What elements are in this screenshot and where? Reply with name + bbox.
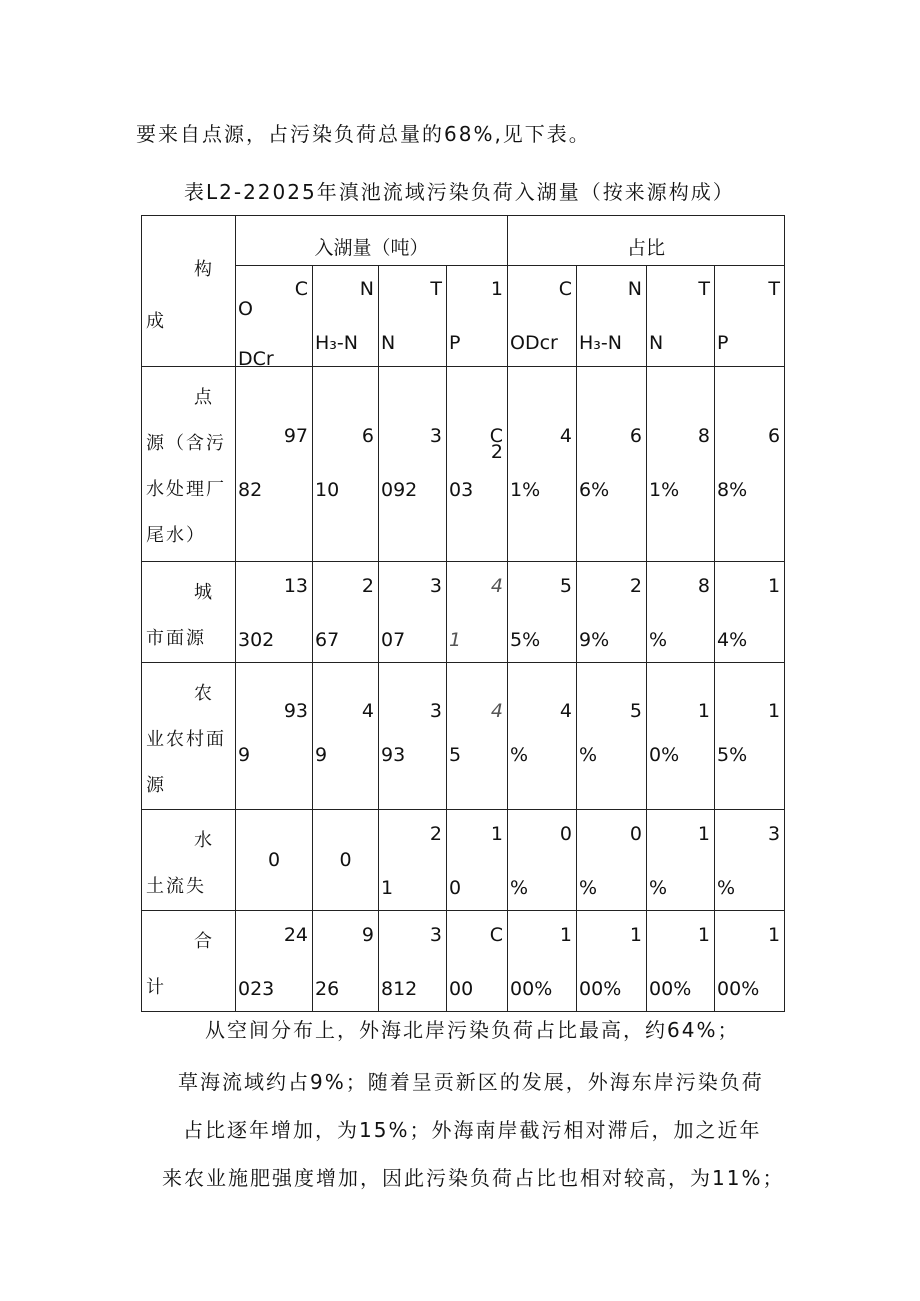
- cell-value-top: 3: [429, 575, 442, 597]
- row-label-line: 尾水）: [146, 525, 206, 546]
- column-header-bottom: P: [449, 332, 461, 354]
- cell-wrap: [508, 367, 576, 561]
- row-label: [142, 911, 236, 1012]
- cell-wrap: [577, 912, 646, 1010]
- column-header-top: T: [698, 278, 711, 300]
- row-label-line: 市面源: [146, 628, 206, 649]
- cell-wrap: [647, 367, 714, 561]
- cell-value-top: 3: [767, 823, 781, 845]
- cell-value-top: 5: [559, 575, 573, 597]
- row-label-first: 合: [194, 931, 214, 952]
- row-label: [142, 562, 236, 663]
- cell-wrap: [508, 912, 576, 1010]
- column-header-2: [379, 266, 447, 367]
- table-row: [142, 663, 785, 810]
- column-header-wrap: [447, 266, 507, 366]
- cell-wrap: [447, 912, 507, 1010]
- cell-wrap: [379, 563, 446, 661]
- cell-wrap: [715, 563, 784, 661]
- cell-value-bottom: 9: [315, 743, 328, 766]
- table-cell: [379, 562, 447, 663]
- row-label-line: 水处理厂: [146, 479, 226, 500]
- composition-header: [142, 216, 236, 367]
- column-header-top: C: [558, 278, 573, 300]
- table-cell: [313, 367, 379, 562]
- row-label-line: 源（含污: [146, 433, 226, 454]
- table-row: [142, 810, 785, 911]
- cell-value-bottom: %: [717, 877, 736, 899]
- column-header-wrap: [236, 266, 312, 366]
- cell-value-bottom: 9: [238, 743, 251, 766]
- cell-value-top: 93: [283, 699, 308, 722]
- cell-value-top: 3: [429, 924, 442, 946]
- column-header-0: [236, 266, 313, 367]
- cell-wrap: [508, 811, 576, 909]
- cell-value-bottom: 5%: [510, 629, 541, 651]
- cell-value-bottom: 26: [315, 978, 340, 1000]
- table-cell: [379, 810, 447, 911]
- cell-wrap: [447, 664, 507, 809]
- table-cell: [508, 810, 577, 911]
- column-header-wrap: [647, 266, 714, 366]
- table-cell: [236, 562, 313, 663]
- cell-value-top: 1: [559, 924, 573, 946]
- row-label: [142, 663, 236, 810]
- cell-value-bottom: 00%: [510, 978, 553, 1000]
- table-cell: [508, 367, 577, 562]
- cell-value-top: 1: [697, 699, 711, 722]
- table-row: [142, 367, 785, 562]
- paragraph-line-4: 来农业施肥强度增加，因此污染负荷占比也相对较高，为11%；: [162, 1166, 785, 1190]
- cell-value-bottom: 82: [238, 479, 263, 501]
- cell-wrap: [236, 367, 312, 561]
- cell-wrap: [647, 912, 714, 1010]
- cell-wrap: [715, 811, 784, 909]
- cell-wrap: [313, 563, 378, 661]
- cell-value-top: 0: [629, 823, 643, 845]
- table-cell: [236, 911, 313, 1012]
- column-header-wrap: [577, 266, 646, 366]
- cell-value-top: 1: [490, 823, 504, 845]
- column-header-top: C: [294, 278, 308, 300]
- cell-value-bottom: 00%: [649, 978, 692, 1000]
- cell-wrap: [379, 367, 446, 561]
- table-cell: [577, 911, 647, 1012]
- cell-wrap: [577, 563, 646, 661]
- cell-wrap: [379, 912, 446, 1010]
- column-header-bottom: O: [238, 298, 253, 320]
- cell-wrap: [447, 563, 507, 661]
- table-cell: [236, 810, 313, 911]
- table-cell: [577, 562, 647, 663]
- row-label-text: [142, 911, 235, 1011]
- cell-value-bottom: 302: [238, 629, 275, 651]
- cell-wrap: [577, 367, 646, 561]
- column-header-top: N: [627, 278, 643, 300]
- cell-value-bottom: 07: [381, 629, 406, 651]
- cell-value-bottom: %: [649, 877, 668, 899]
- cell-wrap: [577, 664, 646, 809]
- column-header-wrap: [508, 266, 576, 366]
- column-header-5: [577, 266, 647, 367]
- column-header-6: [647, 266, 715, 367]
- cell-value-bottom: 00%: [579, 978, 622, 1000]
- table-cell: [447, 367, 508, 562]
- cell-value-top: C: [489, 425, 504, 447]
- composition-header-line1: 构: [194, 259, 214, 280]
- column-header-wrap: [313, 266, 378, 366]
- cell-value-top: 9: [361, 924, 374, 946]
- row-label-text: [142, 367, 235, 559]
- cell-value-top: 5: [629, 699, 643, 722]
- table-row: [142, 562, 785, 663]
- table-cell: [508, 562, 577, 663]
- cell-wrap: [715, 664, 784, 809]
- column-header-bottom: H₃-N: [579, 332, 622, 354]
- cell-wrap: [236, 912, 312, 1010]
- pollution-load-table: [141, 215, 785, 1012]
- cell-wrap: [508, 664, 576, 809]
- table-cell: [647, 810, 715, 911]
- table-cell: [647, 911, 715, 1012]
- column-header-top: T: [768, 278, 781, 300]
- paragraph-line-1: 从空间分布上，外海北岸污染负荷占比最高，约64%；: [205, 1018, 740, 1042]
- cell-value-top: 24: [283, 924, 308, 946]
- cell-value-mid: 2: [490, 441, 504, 463]
- column-header-7: [715, 266, 785, 367]
- column-header-bottom: N: [381, 332, 396, 354]
- table-cell: [447, 562, 508, 663]
- cell-wrap: [313, 912, 378, 1010]
- table-cell: [379, 367, 447, 562]
- table-cell: [577, 663, 647, 810]
- cell-value-bottom: 5: [449, 743, 462, 766]
- cell-value-top: 8: [697, 425, 711, 447]
- cell-wrap: [236, 563, 312, 661]
- cell-value-top: 4: [559, 699, 573, 722]
- row-label-text: [142, 810, 235, 910]
- cell-wrap: [313, 664, 378, 809]
- cell-value-bottom: 10: [315, 479, 340, 501]
- cell-value-bottom: 1%: [510, 479, 541, 501]
- table-cell: [715, 562, 785, 663]
- table-cell: [447, 663, 508, 810]
- cell-value-bottom: 023: [238, 978, 275, 1000]
- cell-value-top: 2: [629, 575, 643, 597]
- cell-value-bottom: 00%: [717, 978, 760, 1000]
- row-label-line: 计: [146, 977, 166, 998]
- paragraph-line-3: 占比逐年增加，为15%；外海南岸截污相对滞后，加之近年: [183, 1118, 762, 1142]
- table-cell: [313, 911, 379, 1012]
- paragraph-line-2: 草海流域约占9%；随着呈贡新区的发展，外海东岸污染负荷: [178, 1070, 764, 1094]
- table-cell: [715, 663, 785, 810]
- column-header-top: 1: [490, 278, 504, 300]
- group-header-inflow: 入湖量（吨）: [236, 216, 508, 266]
- cell-value-top: 1: [697, 823, 711, 845]
- cell-wrap: [379, 811, 446, 909]
- column-header-1: [313, 266, 379, 367]
- table-cell: [715, 810, 785, 911]
- cell-value-top: C: [489, 924, 504, 946]
- cell-value-top: 6: [629, 425, 643, 447]
- cell-value-bottom: %: [510, 877, 529, 899]
- table-cell: [236, 663, 313, 810]
- table-cell: [508, 663, 577, 810]
- cell-value-top: 8: [697, 575, 711, 597]
- group-header-share: 占比: [508, 216, 785, 266]
- cell-value: 0: [267, 849, 281, 871]
- table-cell: [236, 367, 313, 562]
- cell-value-top: 1: [629, 924, 643, 946]
- cell-wrap: [447, 367, 507, 561]
- cell-value-top: 1: [767, 575, 781, 597]
- row-label-line: 源: [146, 775, 166, 796]
- cell-wrap: [577, 811, 646, 909]
- cell-wrap: [447, 811, 507, 909]
- column-header-3: [447, 266, 508, 367]
- table-cell: [715, 911, 785, 1012]
- cell-value-bottom: 00: [449, 978, 474, 1000]
- row-label-text: [142, 562, 235, 662]
- table-cell: [577, 367, 647, 562]
- cell-value-bottom: 67: [315, 629, 340, 651]
- cell-wrap: [236, 811, 312, 909]
- table-cell: [447, 911, 508, 1012]
- column-header-row: [142, 266, 785, 367]
- row-label-line: 业农村面: [146, 729, 226, 750]
- cell-wrap: [508, 563, 576, 661]
- cell-value-top: 2: [361, 575, 374, 597]
- cell-value-bottom: 4%: [717, 629, 748, 651]
- cell-value-top: 1: [767, 699, 781, 722]
- cell-wrap: [313, 811, 378, 909]
- column-header-top: N: [359, 278, 374, 300]
- cell-wrap: [715, 912, 784, 1010]
- column-header-bottom: ODcr: [510, 332, 558, 354]
- table-cell: [715, 367, 785, 562]
- cell-value-top: 2: [429, 823, 442, 845]
- composition-header-line2: 成: [146, 311, 166, 332]
- table-cell: [577, 810, 647, 911]
- column-header-bottom: H₃-N: [315, 332, 358, 354]
- row-label-line: 土流失: [146, 876, 206, 897]
- cell-value-bottom: %: [579, 743, 598, 766]
- column-header-bottom: N: [649, 332, 664, 354]
- cell-value-bottom: 9%: [579, 629, 610, 651]
- cell-wrap: [313, 367, 378, 561]
- cell-wrap: [715, 367, 784, 561]
- cell-value-bottom: 93: [381, 743, 406, 766]
- table-cell: [379, 911, 447, 1012]
- table-cell: [647, 663, 715, 810]
- cell-value-top: 6: [767, 425, 781, 447]
- cell-value-top: 13: [283, 575, 308, 597]
- column-header-4: [508, 266, 577, 367]
- cell-value-bottom: 0%: [649, 743, 680, 766]
- cell-value-top: 4: [361, 699, 374, 722]
- cell-value: 0: [339, 849, 352, 871]
- table-caption: 表L2-22025年滇池流域污染负荷入湖量（按来源构成）: [184, 180, 735, 204]
- cell-value-bottom: 8%: [717, 479, 748, 501]
- cell-value-top: 1: [697, 924, 711, 946]
- cell-value-bottom: 812: [381, 978, 418, 1000]
- table-cell: [313, 810, 379, 911]
- cell-value-top: 4: [559, 425, 573, 447]
- table-cell: [647, 562, 715, 663]
- column-header-bottom-2: DCr: [238, 348, 274, 367]
- cell-wrap: [647, 811, 714, 909]
- cell-value-bottom: 6%: [579, 479, 610, 501]
- cell-value-top: 0: [559, 823, 573, 845]
- column-header-bottom: P: [717, 332, 729, 354]
- cell-value-bottom: %: [510, 743, 529, 766]
- row-label-first: 农: [194, 683, 214, 704]
- column-header-wrap: [715, 266, 784, 366]
- cell-value-bottom: 092: [381, 479, 418, 501]
- cell-value-top: 3: [429, 425, 442, 447]
- cell-value-top: 4: [490, 699, 504, 722]
- table-cell: [647, 367, 715, 562]
- row-label: [142, 367, 236, 562]
- table-cell: [313, 663, 379, 810]
- table-cell: [508, 911, 577, 1012]
- cell-value-bottom: %: [649, 629, 668, 651]
- cell-value-top: 6: [361, 425, 374, 447]
- table-cell: [379, 663, 447, 810]
- intro-text: 要来自点源，占污染负荷总量的68%,见下表。: [136, 122, 591, 146]
- column-header-wrap: [379, 266, 446, 366]
- cell-value-bottom: 1: [381, 877, 394, 899]
- cell-value-top: 4: [490, 575, 504, 597]
- row-label-first: 城: [194, 582, 214, 603]
- cell-value-top: 97: [283, 425, 308, 447]
- row-label-first: 点: [194, 387, 214, 408]
- cell-wrap: [647, 563, 714, 661]
- cell-value-bottom: 1%: [649, 479, 680, 501]
- cell-value-top: 3: [429, 699, 442, 722]
- row-label: [142, 810, 236, 911]
- cell-value-bottom: 0: [449, 877, 462, 899]
- column-header-top: T: [430, 278, 442, 300]
- row-label-text: [142, 663, 235, 809]
- table-cell: [313, 562, 379, 663]
- cell-value-bottom: 03: [449, 479, 474, 501]
- cell-wrap: [236, 664, 312, 809]
- cell-wrap: [379, 664, 446, 809]
- cell-wrap: [647, 664, 714, 809]
- cell-value-bottom: 5%: [717, 743, 748, 766]
- table-cell: [447, 810, 508, 911]
- cell-value-top: 1: [767, 924, 781, 946]
- table-row: [142, 911, 785, 1012]
- cell-value-bottom: %: [579, 877, 598, 899]
- cell-value-bottom: 1: [449, 629, 462, 651]
- row-label-first: 水: [194, 830, 214, 851]
